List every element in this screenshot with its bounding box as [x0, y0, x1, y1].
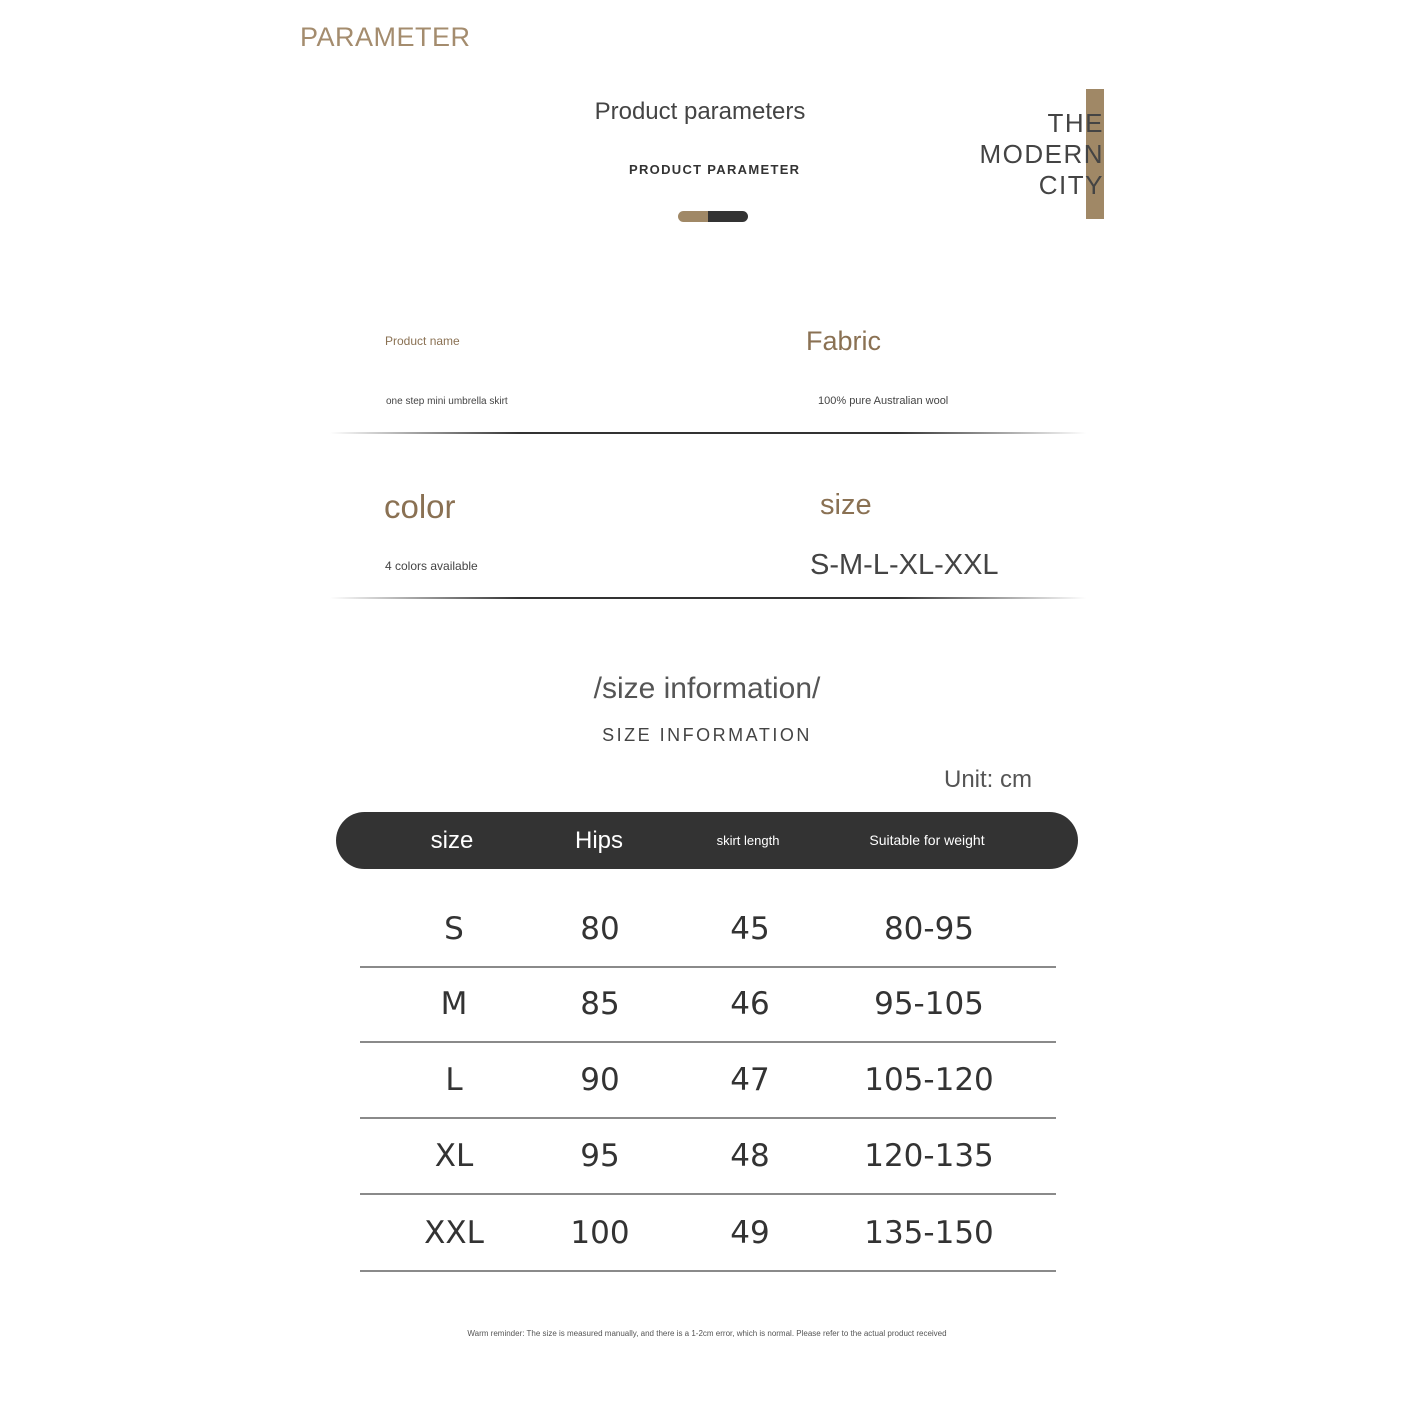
brand-line-3: CITY — [1038, 170, 1104, 200]
page-title: Product parameters — [594, 98, 806, 125]
column-header-hips: Hips — [574, 827, 623, 854]
cell-hips: 100 — [570, 1215, 630, 1251]
cell-skirt-length: 47 — [730, 1062, 770, 1098]
unit-label: Unit: cm — [944, 766, 1033, 793]
cell-hips: 80 — [580, 911, 620, 947]
table-row — [360, 1197, 1056, 1272]
cell-weight: 120-135 — [864, 1138, 994, 1174]
cell-skirt-length: 45 — [730, 911, 770, 947]
cell-weight: 135-150 — [864, 1215, 994, 1251]
cell-skirt-length: 49 — [730, 1215, 770, 1251]
row-divider — [360, 1270, 1056, 1272]
table-row — [360, 1120, 1056, 1195]
product-name-label: Product name — [385, 334, 460, 348]
row-divider — [360, 1041, 1056, 1043]
cell-weight: 80-95 — [883, 911, 975, 947]
cell-skirt-length: 48 — [730, 1138, 770, 1174]
brand-line-2: MODERN — [979, 139, 1104, 169]
product-name-value: one step mini umbrella skirt — [386, 396, 508, 407]
brand-line-1: THE — [1047, 108, 1104, 138]
size-value: S-M-L-XL-XXL — [810, 549, 999, 581]
cell-hips: 95 — [580, 1138, 620, 1174]
cell-weight: 105-120 — [864, 1062, 994, 1098]
column-header-weight: Suitable for weight — [869, 832, 985, 848]
fabric-label: Fabric — [806, 326, 882, 356]
cell-skirt-length: 46 — [730, 986, 770, 1022]
decorative-pill — [678, 211, 748, 222]
cell-size: L — [445, 1062, 463, 1098]
cell-hips: 85 — [580, 986, 620, 1022]
pill-accent-segment — [678, 211, 708, 222]
cell-weight: 95-105 — [874, 986, 984, 1022]
color-value: 4 colors available — [385, 559, 478, 573]
column-header-skirt-length: skirt length — [716, 833, 780, 848]
color-label: color — [384, 488, 456, 525]
cell-size: S — [444, 911, 464, 947]
cell-hips: 90 — [580, 1062, 620, 1098]
divider — [330, 432, 1086, 434]
table-row — [360, 1044, 1056, 1119]
column-header-size: size — [430, 827, 474, 854]
divider — [330, 597, 1086, 599]
pill-dark-segment — [708, 211, 748, 222]
cell-size: M — [440, 986, 468, 1022]
size-info-subtitle: SIZE INFORMATION — [602, 725, 812, 745]
footer-note: Warm reminder: The size is measured manually, and there is a 1-2cm error, which is normal. Please refer to the actual product received — [467, 1329, 947, 1338]
cell-size: XL — [434, 1138, 474, 1174]
cell-size: XXL — [424, 1215, 484, 1251]
section-label: PARAMETER — [300, 22, 471, 52]
table-row — [360, 968, 1056, 1043]
table-row — [360, 893, 1056, 968]
row-divider — [360, 1193, 1056, 1195]
size-label: size — [820, 489, 872, 521]
table-header — [336, 812, 1078, 869]
fabric-value: 100% pure Australian wool — [818, 395, 949, 407]
size-info-title: /size information/ — [593, 672, 821, 705]
row-divider — [360, 1117, 1056, 1119]
page-subtitle: PRODUCT PARAMETER — [629, 162, 801, 177]
